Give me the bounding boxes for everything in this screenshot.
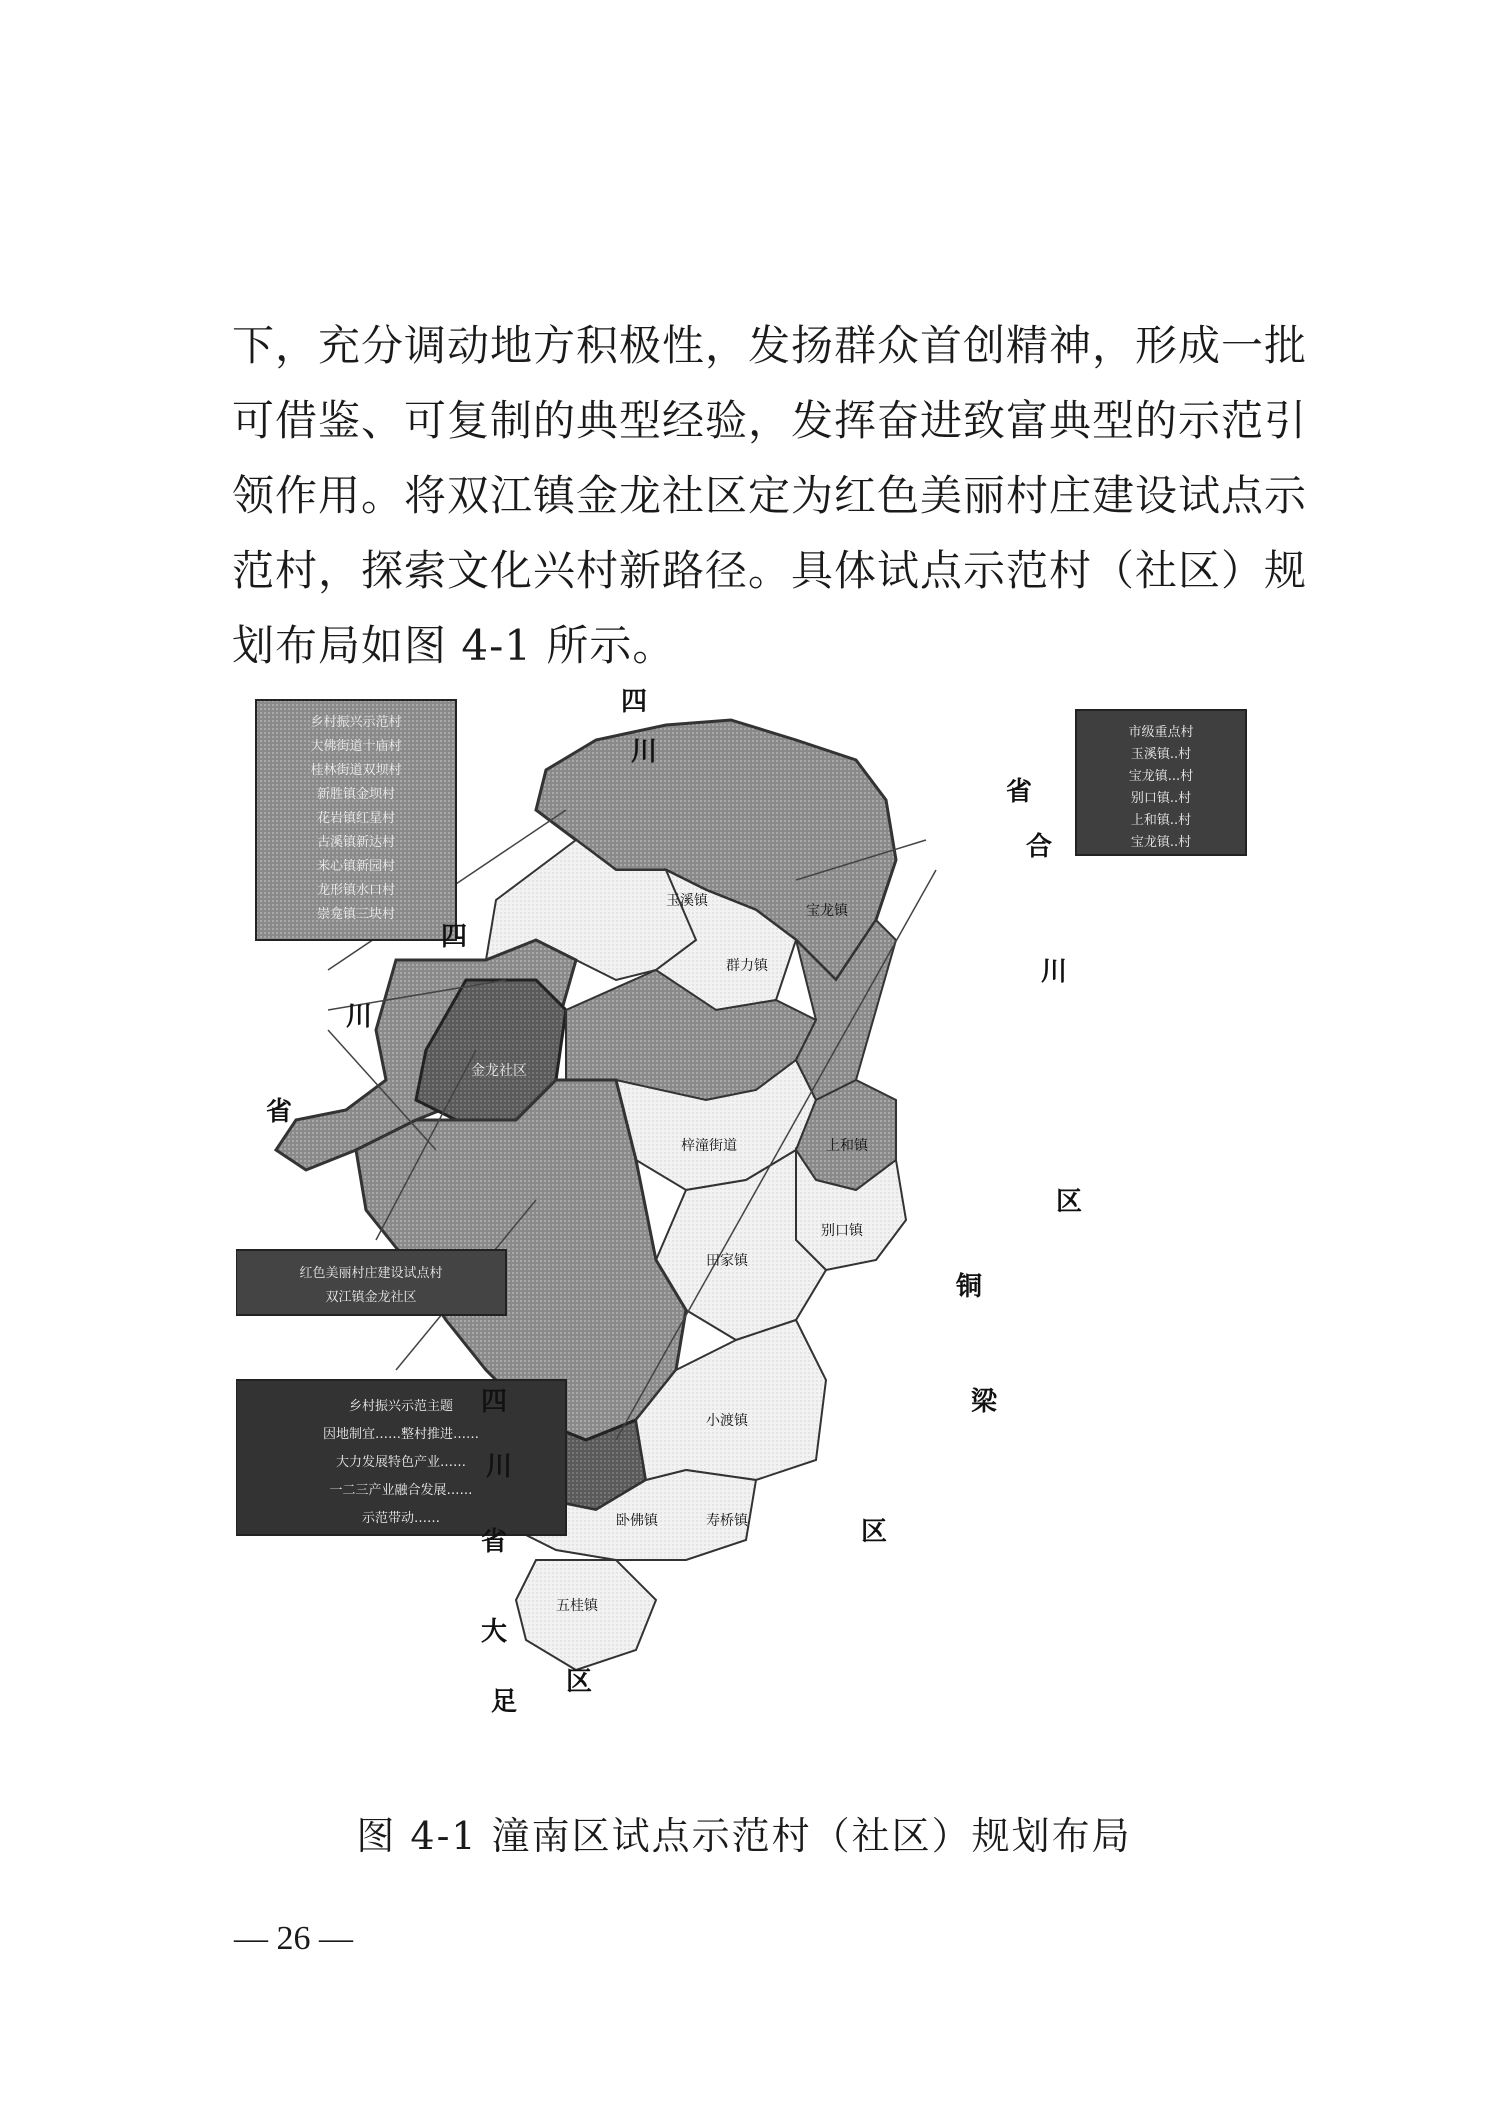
- boundary-label: 区: [1056, 1187, 1083, 1217]
- svg-text:上和镇..村: 上和镇..村: [1130, 813, 1192, 828]
- svg-text:别口镇..村: 别口镇..村: [1130, 791, 1192, 806]
- svg-text:米心镇新园村: 米心镇新园村: [316, 859, 396, 874]
- body-paragraph: 下，充分调动地方积极性，发扬群众首创精神，形成一批可借鉴、可复制的典型经验，发挥奋进致富典型的示范引领作用。将双江镇金龙社区定为红色美丽村庄建设试点示范村，探索文化兴村新路径。具体试点示范村（社区）规划布局如图 4-1 所示。: [232, 321, 1308, 670]
- boundary-label: 梁: [971, 1387, 998, 1417]
- svg-text:玉溪镇..村: 玉溪镇..村: [1130, 747, 1192, 762]
- town-label: 上和镇: [826, 1138, 868, 1154]
- svg-text:宝龙镇...村: 宝龙镇...村: [1128, 769, 1194, 784]
- svg-text:乡村振兴示范主题: 乡村振兴示范主题: [348, 1399, 454, 1414]
- boundary-label: 省: [266, 1097, 293, 1127]
- boundary-label: 省: [1006, 777, 1033, 807]
- svg-text:大佛街道十庙村: 大佛街道十庙村: [310, 739, 402, 754]
- boundary-label: 四: [441, 922, 468, 952]
- svg-text:示范带动……: 示范带动……: [361, 1511, 441, 1526]
- boundary-label: 省: [481, 1527, 508, 1557]
- svg-text:新胜镇金坝村: 新胜镇金坝村: [316, 787, 396, 802]
- svg-text:一二三产业融合发展……: 一二三产业融合发展……: [329, 1483, 473, 1498]
- town-label: 小渡镇: [706, 1413, 748, 1429]
- figure-caption: 图 4-1 潼南区试点示范村（社区）规划布局: [356, 1814, 1132, 1858]
- boundary-label: 川: [346, 1002, 373, 1032]
- boundary-label: 铜: [956, 1272, 983, 1302]
- town-label: 梓潼街道: [681, 1138, 737, 1154]
- town-label: 金龙社区: [471, 1063, 527, 1079]
- town-label: 田家镇: [706, 1253, 748, 1269]
- boundary-label: 大: [481, 1617, 508, 1647]
- svg-text:古溪镇新达村: 古溪镇新达村: [316, 835, 396, 850]
- boundary-label: 四: [481, 1387, 508, 1417]
- page-number: — 26 —: [234, 1920, 353, 1957]
- legend-text: 乡村振兴示范村: [310, 715, 402, 730]
- svg-text:大力发展特色产业……: 大力发展特色产业……: [335, 1455, 467, 1470]
- town-label: 别口镇: [821, 1223, 863, 1239]
- town-label: 寿桥镇: [706, 1513, 748, 1529]
- boundary-label: 合: [1026, 832, 1053, 862]
- district-map: [236, 680, 1276, 1760]
- boundary-label: 川: [1041, 957, 1068, 987]
- svg-text:崇龛镇三块村: 崇龛镇三块村: [316, 907, 396, 922]
- svg-text:花岩镇红星村: 花岩镇红星村: [316, 811, 396, 826]
- svg-text:市级重点村: 市级重点村: [1128, 725, 1194, 740]
- boundary-label: 四: [621, 687, 648, 717]
- town-label: 玉溪镇: [666, 893, 708, 909]
- legend-box-red-village: [236, 1250, 506, 1315]
- svg-text:红色美丽村庄建设试点村: 红色美丽村庄建设试点村: [299, 1266, 443, 1281]
- svg-text:宝龙镇..村: 宝龙镇..村: [1130, 835, 1192, 850]
- svg-text:桂林街道双坝村: 桂林街道双坝村: [310, 763, 402, 778]
- svg-text:因地制宜……整村推进……: 因地制宜……整村推进……: [322, 1427, 480, 1442]
- district-map-figure: [236, 680, 1276, 1760]
- boundary-label: 川: [631, 737, 658, 767]
- boundary-label: 川: [486, 1452, 513, 1482]
- town-label: 宝龙镇: [806, 903, 848, 919]
- boundary-label: 区: [566, 1667, 593, 1697]
- svg-text:双江镇金龙社区: 双江镇金龙社区: [325, 1290, 417, 1305]
- boundary-label: 足: [491, 1687, 518, 1717]
- town-label: 卧佛镇: [616, 1513, 658, 1529]
- svg-text:龙形镇水口村: 龙形镇水口村: [316, 883, 396, 898]
- boundary-label: 区: [861, 1517, 888, 1547]
- town-label: 群力镇: [726, 958, 768, 974]
- region-wugui: [516, 1560, 656, 1670]
- town-label: 五桂镇: [556, 1598, 598, 1614]
